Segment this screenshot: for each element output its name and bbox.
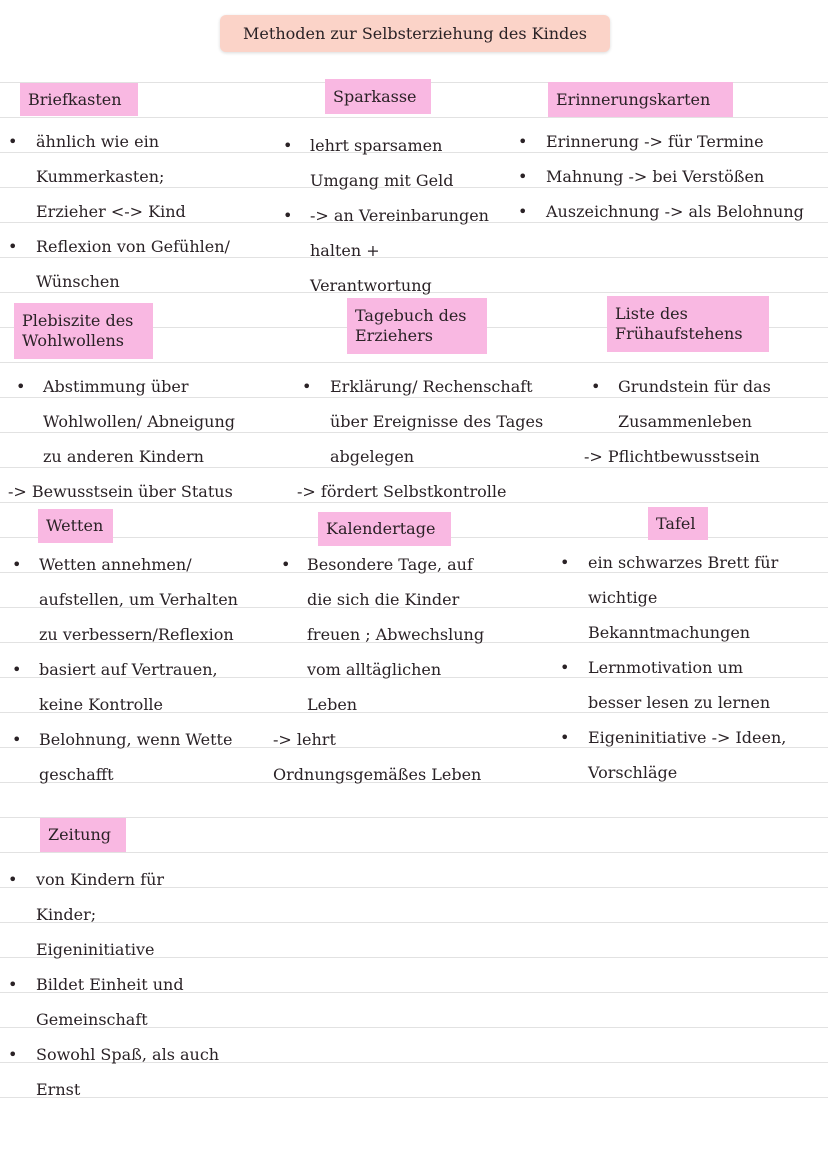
bullet-icon: • <box>8 237 18 256</box>
list-item-text: Wetten annehmen/ <box>39 555 192 574</box>
ruled-line <box>0 502 828 503</box>
section-heading-text: Sparkasse <box>333 86 417 106</box>
list-item-text: die sich die Kinder <box>307 590 460 609</box>
list-item-text: Erklärung/ Rechenschaft <box>330 377 533 396</box>
list-item-text: Auszeichnung -> als Belohnung <box>546 202 804 221</box>
ruled-line <box>0 467 828 468</box>
list-item-text: Sowohl Spaß, als auch <box>36 1045 220 1064</box>
ruled-line <box>0 362 828 363</box>
section-heading-text: Wohlwollens <box>22 331 124 350</box>
bullet-icon: • <box>560 728 570 747</box>
page-title: Methoden zur Selbsterziehung des Kindes <box>220 15 610 52</box>
bullet-icon: • <box>8 1045 18 1064</box>
section-heading-text: Tafel <box>656 513 696 533</box>
list-item-text: geschafft <box>39 765 114 784</box>
ruled-line <box>0 1097 828 1098</box>
bullet-icon: • <box>560 553 570 572</box>
list-item-text: -> lehrt <box>273 730 336 749</box>
list-item-text: zu anderen Kindern <box>43 447 204 466</box>
list-item-text: Bekanntmachungen <box>588 623 751 642</box>
bullet-icon: • <box>16 377 26 396</box>
list-item-text: Leben <box>307 695 358 714</box>
list-item-text: abgelegen <box>330 447 415 466</box>
list-item-text: Grundstein für das <box>618 377 771 396</box>
bullet-icon: • <box>12 555 22 574</box>
list-item-text: -> Pflichtbewusstsein <box>584 447 760 466</box>
section-heading-text: Briefkasten <box>28 89 122 109</box>
bullet-icon: • <box>8 132 18 151</box>
list-item-text: Bildet Einheit und <box>36 975 184 994</box>
list-item-text: halten + <box>310 241 380 260</box>
section-heading-text: Frühaufstehens <box>615 324 743 343</box>
bullet-icon: • <box>12 730 22 749</box>
list-item-text: besser lesen zu lernen <box>588 693 771 712</box>
list-item-text: über Ereignisse des Tages <box>330 412 544 431</box>
ruled-line <box>0 432 828 433</box>
bullet-icon: • <box>283 136 293 155</box>
list-item-text: Erinnerung -> für Termine <box>546 132 764 151</box>
bullet-icon: • <box>560 658 570 677</box>
ruled-line <box>0 922 828 923</box>
list-item-text: ein schwarzes Brett für <box>588 553 779 572</box>
section-heading <box>20 83 138 116</box>
section-heading-text: Liste des <box>615 304 688 323</box>
list-item-text: ähnlich wie ein <box>36 132 159 151</box>
list-item-text: Gemeinschaft <box>36 1010 148 1029</box>
list-item-text: Eigeninitiative <box>36 940 155 959</box>
bullet-icon: • <box>302 377 312 396</box>
ruled-line <box>0 117 828 118</box>
list-item-text: Besondere Tage, auf <box>307 555 473 574</box>
bullet-icon: • <box>518 132 528 151</box>
ruled-line <box>0 397 828 398</box>
list-item-text: lehrt sparsamen <box>310 136 443 155</box>
list-item-text: -> an Vereinbarungen <box>310 206 489 225</box>
ruled-line <box>0 257 828 258</box>
list-item-text: Verantwortung <box>310 276 432 295</box>
list-item-text: Abstimmung über <box>43 377 189 396</box>
section-heading-text: Erziehers <box>355 326 433 345</box>
list-item-text: aufstellen, um Verhalten <box>39 590 238 609</box>
list-item-text: Kinder; <box>36 905 97 924</box>
bullet-icon: • <box>281 555 291 574</box>
list-item-text: Vorschläge <box>588 763 678 782</box>
bullet-icon: • <box>518 167 528 186</box>
section-heading-text: Wetten <box>46 516 104 535</box>
list-item-text: Erzieher <-> Kind <box>36 202 186 221</box>
section-heading <box>38 509 113 543</box>
list-item-text: -> fördert Selbstkontrolle <box>297 482 507 501</box>
section-heading <box>318 512 451 546</box>
bullet-icon: • <box>12 660 22 679</box>
list-item-text: von Kindern für <box>36 870 165 889</box>
list-item-text: vom alltäglichen <box>307 660 442 679</box>
list-item-text: freuen ; Abwechslung <box>307 625 485 644</box>
bullet-icon: • <box>283 206 293 225</box>
section-heading <box>40 818 126 852</box>
list-item-text: Lernmotivation um <box>588 658 744 677</box>
list-item-text: Eigeninitiative -> Ideen, <box>588 728 787 747</box>
section-heading <box>548 82 733 117</box>
section-heading-text: Kalendertage <box>326 519 436 538</box>
list-item-text: -> Bewusstsein über Status <box>8 482 233 501</box>
list-item-text: zu verbessern/Reflexion <box>39 625 234 644</box>
section-heading-text: Zeitung <box>48 825 111 844</box>
section-heading-text: Tagebuch des <box>355 306 467 325</box>
bullet-icon: • <box>8 870 18 889</box>
list-item-text: Wünschen <box>36 272 120 291</box>
list-item-text: Zusammenleben <box>618 412 752 431</box>
list-item-text: Ernst <box>36 1080 81 1099</box>
section-heading-text: Plebiszite des <box>22 311 134 330</box>
bullet-icon: • <box>518 202 528 221</box>
list-item-text: Reflexion von Gefühlen/ <box>36 237 230 256</box>
list-item-text: Wohlwollen/ Abneigung <box>43 412 236 431</box>
list-item-text: Ordnungsgemäßes Leben <box>273 765 482 784</box>
section-heading <box>347 298 487 354</box>
section-heading <box>607 296 769 352</box>
list-item-text: Kummerkasten; <box>36 167 165 186</box>
section-heading <box>14 303 153 359</box>
list-item-text: wichtige <box>588 588 658 607</box>
bullet-icon: • <box>8 975 18 994</box>
list-item-text: basiert auf Vertrauen, <box>39 660 218 679</box>
list-item-text: Umgang mit Geld <box>310 171 454 190</box>
list-item-text: Mahnung -> bei Verstößen <box>546 167 765 186</box>
list-item-text: Belohnung, wenn Wette <box>39 730 233 749</box>
list-item-text: keine Kontrolle <box>39 695 164 714</box>
ruled-line <box>0 852 828 853</box>
section-heading <box>648 507 708 540</box>
section-heading <box>325 79 431 114</box>
bullet-icon: • <box>591 377 601 396</box>
section-heading-text: Erinnerungskarten <box>556 89 711 109</box>
